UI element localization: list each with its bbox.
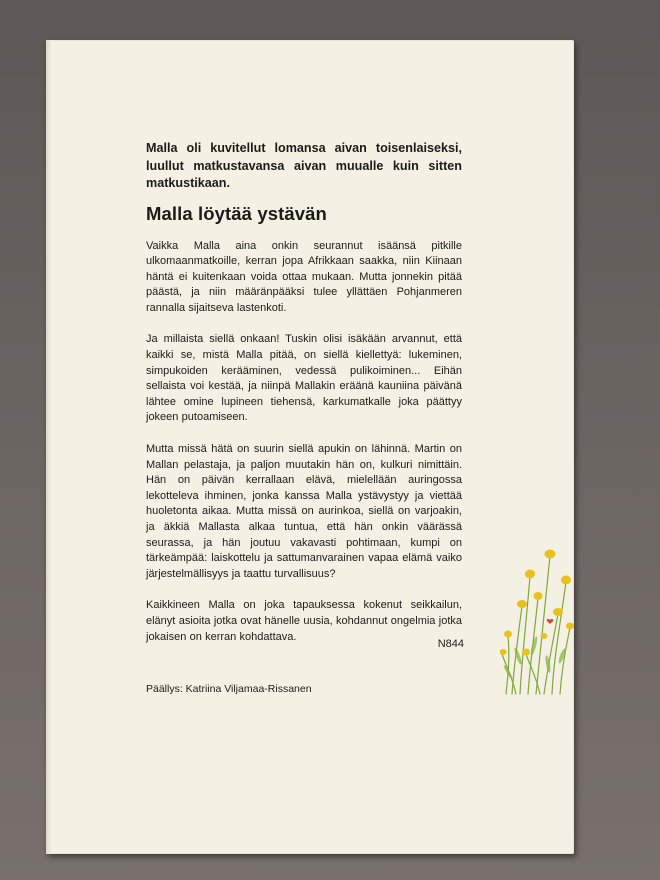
blurb-paragraph-1: Vaikka Malla aina onkin seurannut isäänsä pitkille ulkomaanmatkoille, kerran jopa Afrikkaan saakka, niin Kiinaan häntä ei kuitenkaan voida ottaa mukaan. Mutta jonnekin pitää päästä, ja niin määränpääksi tulee yllättäen Pohjanmeren rannalla sijaitseva lastenkoti. xyxy=(146,239,462,314)
blurb-text-block xyxy=(146,140,462,661)
blurb-paragraph-4: Kaikkineen Malla on joka tapauksessa kokenut seikkailun, elänyt asioita jotka ovat hänelle uusia, kohdannut ongelmia jotka jokaisen on kerran kohdattava. xyxy=(146,599,462,643)
catalog-code: N844 xyxy=(437,638,464,650)
blurb-paragraph-2: Ja millaista siellä onkaan! Tuskin olisi isäkään arvannut, että kaikki se, mistä Malla pitää, on siellä kiellettyä: lukeminen, simpukoiden kerääminen, vedessä pulikoiminen... Eihän sellaista voi kestää, ja niinpä Mallakin eräänä kauniina päivänä lähtee omine lupineen tiehensä, karkumatkalle joka päättyy jokeen putoamiseen. xyxy=(146,333,462,424)
cover-credit: Päällys: Katriina Viljamaa-Rissanen xyxy=(146,683,312,695)
blurb-paragraph-3: Mutta missä hätä on suurin siellä apukin on lähinnä. Martin on Mallan pelastaja, ja paljon muutakin hän on, kulkuri nimittäin. Hän on päivän kerrallaan elävä, mielellään auringossa lekotteleva ihminen, jonka kanssa Malla ystävystyy ja viettää huoletonta aikaa. Mutta missä on aurinkoa, siellä on varjoakin, ja äkkiä Mallasta alkaa tuntua, että hän onkin väärässä seurassa, ja hän joutuu vakavasti pohtimaan, kumpi on tärkeämpää: laiskottelu ja sattumanvarainen vapaa elämä vaiko järjestelmällisyys ja taattu turvallisuus? xyxy=(146,443,462,580)
small-heart-accent xyxy=(547,619,553,624)
book-spine-edge xyxy=(46,40,52,854)
yellow-flowers-illustration xyxy=(500,536,574,696)
book-title: Malla löytää ystävän xyxy=(146,202,327,224)
lead-paragraph: Malla oli kuvitellut lomansa aivan toisenlaiseksi, luullut matkustavansa aivan muualle kuin sitten matkustikaan. xyxy=(146,141,462,190)
flower-stems xyxy=(502,556,570,694)
